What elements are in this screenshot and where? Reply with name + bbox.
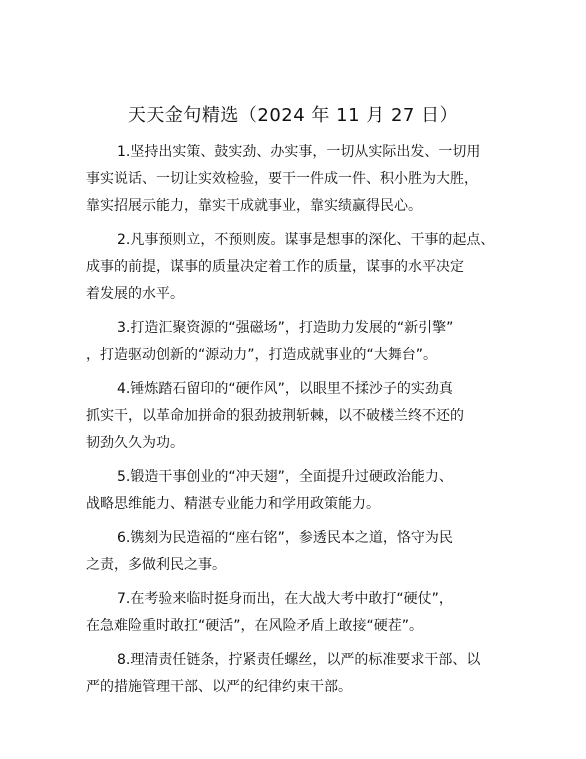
paragraph-line: 5.锻造干事创业的“冲天翅”，全面提升过硬政治能力、 (117, 469, 453, 485)
paragraph-5 (86, 464, 506, 518)
paragraph-line: 6.镌刻为民造福的“座右铭”，参透民本之道，恪守为民 (117, 530, 453, 546)
paragraph-line: 严的措施管理干部、以严的纪律约束干部。 (86, 679, 352, 695)
paragraph-line: 靠实招展示能力，靠实干成就事业，靠实绩赢得民心。 (86, 198, 422, 214)
paragraph-line: ，打造驱动创新的“源动力”，打造成就事业的“大舞台”。 (86, 347, 438, 363)
paragraph-line: 在急难险重时敢扛“硬活”，在风险矛盾上敢接“硬茬”。 (86, 618, 424, 634)
paragraph-line: 韧劲久久为功。 (86, 435, 184, 451)
paragraph-line: 之责，多做利民之事。 (86, 557, 226, 573)
page-title: 天天金句精选（2024 年 11 月 27 日） (127, 105, 459, 126)
paragraph-line: 成事的前提，谋事的质量决定着工作的质量，谋事的水平决定 (86, 259, 464, 275)
paragraph-line: 事实说话、一切让实效检验，要干一件成一件、积小胜为大胜， (86, 171, 478, 187)
paragraph-line: 8.理清责任链条，拧紧责任螺丝，以严的标准要求干部、以 (117, 652, 481, 668)
paragraph-1 (86, 139, 506, 220)
paragraph-line: 3.打造汇聚资源的“强磁场”，打造助力发展的“新引擎” (117, 320, 454, 336)
paragraph-line: 战略思维能力、精湛专业能力和学用政策能力。 (86, 496, 380, 512)
paragraph-line: 1.坚持出实策、鼓实劲、办实事，一切从实际出发、一切用 (117, 144, 481, 160)
paragraph-6 (86, 525, 506, 579)
paragraph-2 (86, 227, 506, 308)
paragraph-line: 4.锤炼踏石留印的“硬作风”，以眼里不揉沙子的实劲真 (117, 381, 453, 397)
paragraph-7 (86, 586, 506, 640)
paragraph-3 (86, 315, 506, 369)
paragraph-line: 着发展的水平。 (86, 286, 184, 302)
paragraph-line: 7.在考验来临时挺身而出，在大战大考中敢打“硬仗”， (117, 591, 453, 607)
paragraph-4 (86, 376, 506, 457)
paragraph-line: 抓实干，以革命加拼命的狠劲披荆斩棘，以不破楼兰终不还的 (86, 408, 464, 424)
paragraph-8 (86, 647, 506, 701)
paragraph-line: 2.凡事预则立，不预则废。谋事是想事的深化、干事的起点、 (117, 232, 495, 248)
